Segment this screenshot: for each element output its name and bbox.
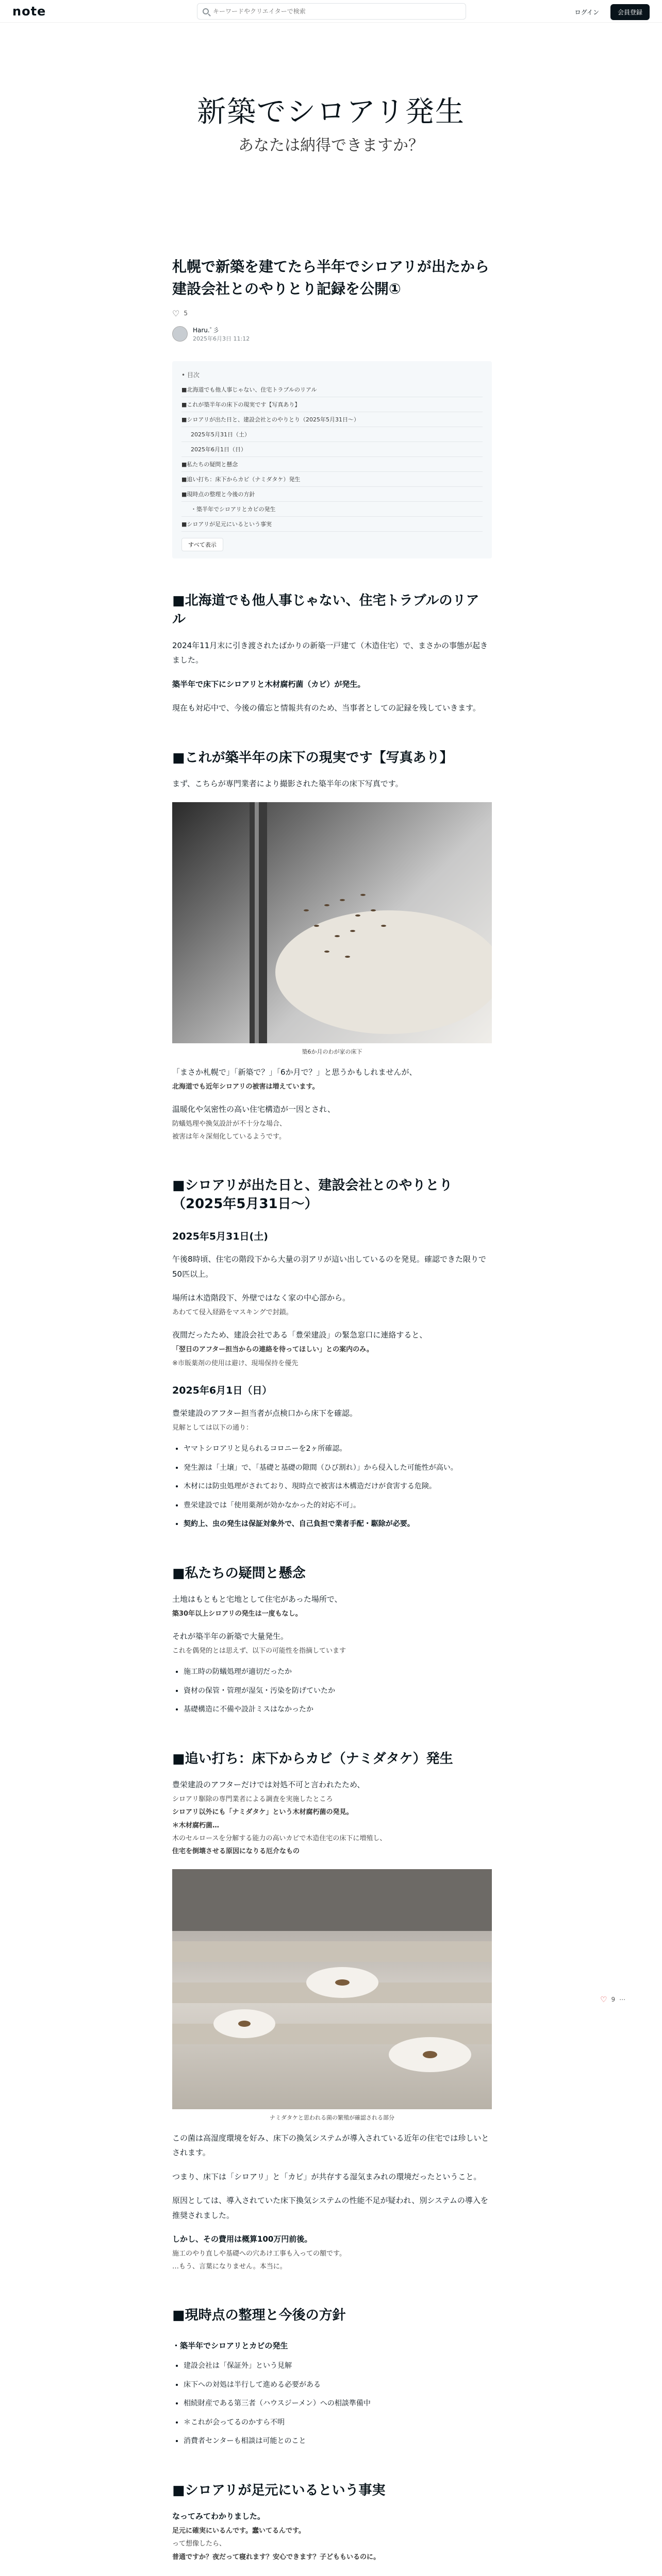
- table-of-contents: [172, 361, 492, 558]
- section-heading: ■北海道でも他人事じゃない、住宅トラブルのリアル: [172, 592, 479, 628]
- list-item: • 建設会社は「保証外」という見解: [184, 2359, 492, 2373]
- paragraph: シロアリ駆除の専門業者による調査を実施したところ: [172, 1795, 333, 1803]
- paragraph: 築半年で床下にシロアリと木材腐朽菌（カビ）が発生。: [172, 679, 366, 689]
- paragraph: 温暖化や気密性の高い住宅構造が一因とされ、: [172, 1105, 335, 1114]
- paragraph: 午後8時頃、住宅の階段下から大量の羽アリが這い出しているのを発見。確認できた限りで50匹以上。: [172, 1255, 486, 1279]
- post-date: 2025年6月3日 11:12: [193, 335, 250, 342]
- section-heading: ■シロアリが足元にいるという事実: [172, 2482, 386, 2498]
- paragraph: 木のセルロースを分解する能力の高いカビで木造住宅の床下に増殖し、: [172, 1835, 387, 1843]
- paragraph: 土地はもともと宅地として住宅があった場所で、: [172, 1595, 342, 1604]
- article-title: 札幌で新築を建てたら半年でシロアリが出たから建設会社とのやりとり記録を公開①: [172, 258, 489, 298]
- paragraph: 住宅を倒壊させる原因になりる厄介なもの: [172, 1848, 300, 1856]
- paragraph: 施工のやり直しや基礎への穴あけ工事も入っての額です。: [172, 2249, 346, 2258]
- paragraph: あわてて侵入経路をマスキングで封鎖。: [172, 1308, 293, 1316]
- list-item: • 基礎構造に不備や設計ミスはなかったか: [184, 1703, 492, 1717]
- paragraph: この菌は高湿度環境を好み、床下の換気システムが導入されている近年の住宅では珍しいとされます。: [172, 2133, 489, 2158]
- findings-list: [172, 1442, 492, 1531]
- sub-heading: ・築半年でシロアリとカビの発生: [172, 2341, 288, 2351]
- search-box[interactable]: [197, 3, 466, 20]
- section-heading: ■私たちの疑問と懸念: [172, 1566, 306, 1582]
- hero-subtitle: あなたは納得できますか？: [238, 137, 424, 155]
- toc-label: • 目次: [181, 371, 200, 379]
- signup-button[interactable]: 会員登録: [610, 4, 650, 20]
- section-heading: ■これが築半年の床下の現実です【写真あり】: [172, 750, 453, 766]
- paragraph: それが築半年の新築で大量発生。: [172, 1632, 289, 1641]
- hero-title: 新築でシロアリ発生: [197, 95, 465, 129]
- toc-item[interactable]: ・築半年でシロアリとカビの発生: [181, 502, 483, 517]
- paragraph: これを偶発的とは思えず、以下の可能性を指摘しています: [172, 1647, 346, 1655]
- fungus-photo[interactable]: [172, 1869, 492, 2109]
- paragraph: 現在も対応中で、今後の備忘と情報共有のため、当事者としての記録を残していきます。: [172, 703, 481, 713]
- article-body: [172, 256, 492, 2563]
- toc-item[interactable]: ■現時点の整理と今後の方針: [181, 487, 483, 502]
- login-button[interactable]: ログイン: [569, 5, 605, 20]
- heart-icon[interactable]: ♡: [600, 1995, 607, 2004]
- paragraph: シロアリ以外にも「ナミダタケ」という木材腐朽菌の発見。: [172, 1808, 353, 1817]
- paragraph: ＊木材腐朽菌…: [172, 1821, 220, 1829]
- toc-show-all-button[interactable]: すべて表示: [181, 538, 223, 551]
- hero-header: [0, 23, 662, 222]
- paragraph: 夜間だったため、建設会社である「豊栄建設」の緊急窓口に連絡すると、: [172, 1330, 427, 1340]
- paragraph: 2024年11月末に引き渡されたばかりの新築一戸建て（木造住宅）で、まさかの事態が起きました。: [172, 640, 488, 665]
- toc-item[interactable]: ■北海道でも他人事じゃない、住宅トラブルのリアル: [181, 382, 483, 397]
- top-header: [0, 0, 662, 23]
- paragraph: 普通ですか？夜だって寝れます？安心できます？子どももいるのに。: [172, 2553, 380, 2561]
- concerns-list: [172, 1665, 492, 1717]
- status-list: [172, 2359, 492, 2448]
- author-name[interactable]: Haru.ﾟ彡: [193, 326, 219, 334]
- paragraph: つまり、床下は「シロアリ」と「カビ」が共存する湿気まみれの環境だったということ。: [172, 2172, 482, 2181]
- paragraph: 防蟻処理や換気設計が不十分な場合、: [172, 1120, 287, 1128]
- list-item: • 消費者センターも相談は可能とのこと: [184, 2434, 492, 2448]
- heart-icon[interactable]: ♡: [172, 308, 180, 318]
- paragraph: しかし、その費用は概算100万円前後。: [172, 2234, 312, 2244]
- paragraph: 北海道でも近年シロアリの被害は増えています。: [172, 1082, 319, 1091]
- paragraph: まず、こちらが専門業者により撮影された築半年の床下写真です。: [172, 778, 403, 788]
- paragraph: 豊栄建設のアフターだけでは対処不可と言われたため、: [172, 1780, 365, 1790]
- toc-item[interactable]: ■私たちの疑問と懸念: [181, 457, 483, 472]
- paragraph: 足元に確実にいるんです。蠢いてるんです。: [172, 2527, 305, 2535]
- list-item: • 資材の保管・管理が湿気・汚染を防げていたか: [184, 1684, 492, 1698]
- list-item: • ＊これが会ってるのかすら不明: [184, 2416, 492, 2430]
- paragraph: って想像したら、: [172, 2540, 226, 2548]
- note: ※市販薬剤の使用は避け、現場保持を優先: [172, 1360, 299, 1368]
- search-input[interactable]: [213, 8, 460, 15]
- toc-item[interactable]: ■これが築半年の床下の現実です【写真あり】: [181, 397, 483, 412]
- floating-like-bar: [600, 1995, 625, 2004]
- toc-item[interactable]: ■追い打ち：床下からカビ（ナミダタケ）発生: [181, 472, 483, 487]
- floating-like-count: 9: [611, 1996, 616, 2003]
- toc-item[interactable]: ■シロアリが出た日と、建設会社とのやりとり（2025年5月31日〜）: [181, 412, 483, 427]
- list-item: • 発生源は「土壌」で、「基礎と基礎の隙間（ひび割れ）」から侵入した可能性が高い。: [184, 1461, 492, 1475]
- section-heading: ■シロアリが出た日と、建設会社とのやりとり（2025年5月31日〜）: [172, 1177, 453, 1212]
- paragraph: 「翌日のアフター担当からの連絡を待ってほしい」との案内のみ。: [172, 1345, 373, 1353]
- toc-item[interactable]: ■シロアリが足元にいるという事実: [181, 517, 483, 532]
- paragraph: 見解としては以下の通り：: [172, 1423, 253, 1432]
- paragraph: 場所は木造階段下、外壁ではなく家の中心部から。: [172, 1293, 351, 1303]
- paragraph: 被害は年々深刻化しているようです。: [172, 1133, 286, 1141]
- like-count: 5: [184, 310, 188, 317]
- section-heading: ■現時点の整理と今後の方針: [172, 2307, 346, 2323]
- toc-item[interactable]: 2025年6月1日（日）: [181, 442, 483, 457]
- photo-caption: 築6か月のわが家の床下: [302, 1048, 362, 1056]
- paragraph: …もう、言葉になりません。本当に。: [172, 2263, 287, 2271]
- paragraph: 豊栄建設のアフター担当者が点検口から床下を確認。: [172, 1409, 357, 1418]
- list-item: • 相続財産である第三者（ハウスジーメン）への相談準備中: [184, 2397, 492, 2411]
- author-block[interactable]: [172, 326, 492, 343]
- date-heading: 2025年6月1日（日）: [172, 1385, 272, 1397]
- toc-item[interactable]: 2025年5月31日（土）: [181, 427, 483, 442]
- paragraph: 原因としては、導入されていた床下換気システムの性能不足が疑われ、別システムの導入を推奨されました。: [172, 2196, 488, 2220]
- paragraph: なってみてわかりました。: [172, 2512, 266, 2521]
- section-heading: ■追い打ち：床下からカビ（ナミダタケ）発生: [172, 1751, 453, 1767]
- note-logo[interactable]: note: [12, 4, 46, 19]
- paragraph: 築30年以上シロアリの発生は一度もなし。: [172, 1609, 302, 1618]
- date-heading: 2025年5月31日(土): [172, 1231, 268, 1243]
- photo-caption: ナミダタケと思われる菌の繁殖が確認される部分: [270, 2114, 394, 2121]
- termite-photo-illustration: [172, 802, 492, 1043]
- list-item: • ヤマトシロアリと見られるコロニーを2ヶ所確認。: [184, 1442, 492, 1456]
- list-item: • 豊栄建設では「使用薬剤が効かなかった的対応不可」。: [184, 1499, 492, 1513]
- paragraph: 「まさか札幌で」「新築で？」「6か月で？」と思うかもしれませんが、: [172, 1067, 417, 1077]
- list-item: • 木材には防虫処理がされており、現時点で被害は木構造だけが食害する危険。: [184, 1480, 492, 1494]
- like-row: [172, 309, 492, 318]
- avatar[interactable]: [172, 326, 188, 342]
- list-item: • 床下への対処は半行して進める必要がある: [184, 2378, 492, 2392]
- share-icon[interactable]: ⋯: [619, 1996, 626, 2003]
- fungus-photo-illustration: [172, 1869, 492, 2109]
- underfloor-photo[interactable]: [172, 802, 492, 1043]
- header-actions: [569, 4, 650, 20]
- list-item: • 契約上、虫の発生は保証対象外で、自己負担で業者手配・駆除が必要。: [184, 1517, 492, 1531]
- list-item: • 施工時の防蟻処理が適切だったか: [184, 1665, 492, 1679]
- search-icon: [203, 8, 209, 14]
